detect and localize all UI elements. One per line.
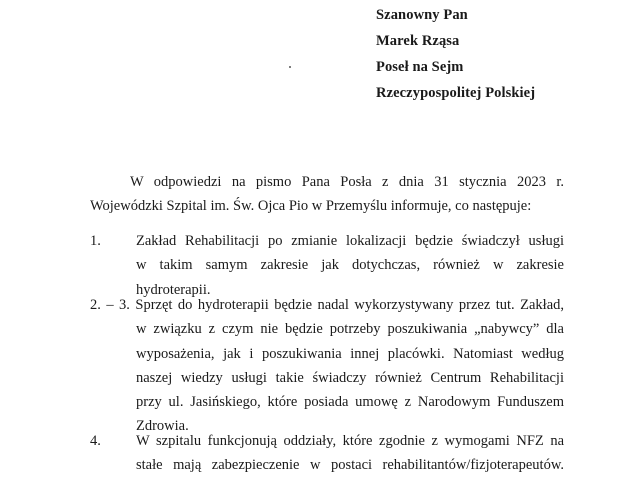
- list-item: [90, 293, 564, 439]
- list-item-line: w związku z czym nie będzie potrzeby poszukiwania „nabywcy” dla: [136, 321, 564, 338]
- addressee-salutation: Szanowny Pan: [376, 7, 468, 23]
- list-item-text: [90, 293, 564, 317]
- list-item-line: naszej wiedzy usługi takie świadczy również Centrum Rehabilitacji: [136, 369, 564, 386]
- list-item-line: w takim samym zakresie jak dotychczas, również w zakresie: [136, 257, 564, 274]
- list-item-line: stałe mają zabezpieczenie w postaci rehabilitantów/fizjoterapeutów.: [136, 457, 564, 474]
- list-item-number: 1.: [90, 233, 101, 249]
- addressee-name: Marek Rząsa: [376, 33, 460, 49]
- list-item: [90, 229, 564, 302]
- list-item-line: przy ul. Jasińskiego, które posiada umowę z Narodowym Funduszem: [136, 394, 564, 411]
- list-item-line: Sprzęt do hydroterapii będzie nadal wykorzystywany przez tut. Zakład,: [135, 297, 565, 313]
- addressee-country: Rzeczypospolitej Polskiej: [376, 85, 536, 101]
- addressee-title: Poseł na Sejm: [376, 59, 464, 75]
- list-item-text: [136, 429, 564, 478]
- list-item-number: 2. – 3.: [90, 297, 130, 313]
- list-item-line: hydroterapii.: [136, 281, 211, 298]
- list-item-line: Zakład Rehabilitacji po zmianie lokalizacji będzie świadczył usługi: [136, 233, 564, 249]
- intro-line-1: W odpowiedzi na pismo Pana Posła z dnia 31 stycznia 2023 r.: [130, 174, 564, 190]
- scan-speck: [289, 66, 291, 68]
- list-item-line: Zdrowia.: [136, 418, 189, 435]
- addressee-block: [376, 2, 535, 106]
- list-item: [90, 429, 564, 478]
- intro-paragraph: [90, 170, 564, 218]
- list-item-line: wyposażenia, jak i poszukiwania innej placówki. Natomiast według: [136, 345, 564, 362]
- list-item-text-continued: [136, 317, 564, 438]
- intro-line-2: Wojewódzki Szpital im. Św. Ojca Pio w Przemyślu informuje, co następuje:: [90, 198, 532, 214]
- list-item-first-line: [90, 293, 564, 317]
- list-item-number: 4.: [90, 433, 101, 449]
- list-item-text: [136, 229, 564, 302]
- list-item-line: W szpitalu funkcjonują oddziały, które zgodnie z wymogami NFZ na: [136, 433, 564, 449]
